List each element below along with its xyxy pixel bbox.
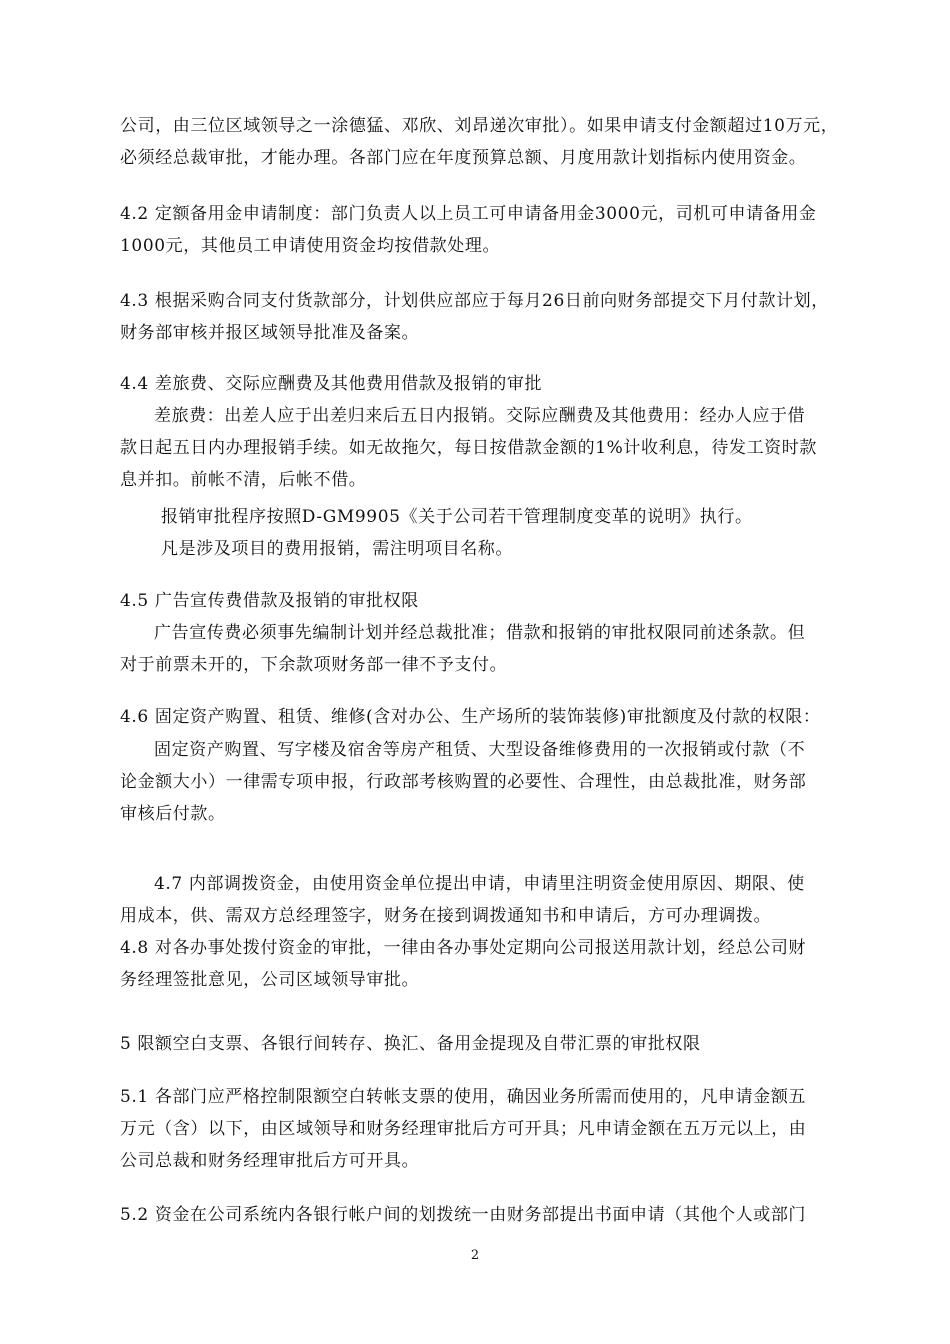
- text-line: 报销审批程序按照D-GM9905《关于公司若干管理制度变革的说明》执行。: [161, 507, 753, 527]
- text-line: 广告宣传费必须事先编制计划并经总裁批准；借款和报销的审批权限同前述条款。但: [154, 623, 806, 643]
- text-line: 审核后付款。: [120, 804, 226, 824]
- text-line: 差旅费：出差人应于出差归来后五日内报销。交际应酬费及其他费用：经办人应于借: [154, 406, 806, 426]
- text-line: 用成本，供、需双方总经理签字，财务在接到调拨通知书和申请后，方可办理调拨。: [120, 906, 772, 926]
- text-line: 款日起五日内办理报销手续。如无故拖欠，每日按借款金额的1%计收利息，待发工资时款: [120, 438, 817, 458]
- text-line: 息并扣。前帐不清，后帐不借。: [120, 470, 367, 490]
- text-line: 5.1 各部门应严格控制限额空白转帐支票的使用，确因业务所需而使用的，凡申请金额五: [120, 1087, 807, 1107]
- section-heading: 4.4 差旅费、交际应酬费及其他费用借款及报销的审批: [120, 374, 543, 394]
- text-line: 公司总裁和财务经理审批后方可开具。: [120, 1151, 420, 1171]
- text-line: 务经理签批意见，公司区域领导审批。: [120, 970, 420, 990]
- text-line: 4.3 根据采购合同支付货款部分，计划供应部应于每月26日前向财务部提交下月付款计划，: [120, 291, 829, 311]
- text-line: 5.2 资金在公司系统内各银行帐户间的划拨统一由财务部提出书面申请（其他个人或部门: [120, 1205, 807, 1225]
- section-heading: 5 限额空白支票、各银行间转存、换汇、备用金提现及自带汇票的审批权限: [120, 1034, 701, 1054]
- text-line: 论金额大小）一律需专项申报，行政部考核购置的必要性、合理性，由总裁批准，财务部: [120, 772, 807, 792]
- text-line: 凡是涉及项目的费用报销，需注明项目名称。: [161, 539, 513, 559]
- text-line: 固定资产购置、写字楼及宿舍等房产租赁、大型设备维修费用的一次报销或付款（不: [154, 740, 806, 760]
- text-line: 4.2 定额备用金申请制度：部门负责人以上员工可申请备用金3000元，司机可申请备用金: [120, 204, 817, 224]
- text-line: 必须经总裁审批，才能办理。各部门应在年度预算总额、月度用款计划指标内使用资金。: [120, 148, 807, 168]
- text-line: 财务部审核并报区域领导批准及备案。: [120, 323, 420, 343]
- text-line: 4.8 对各办事处拨付资金的审批，一律由各办事处定期向公司报送用款计划，经总公司财: [120, 938, 807, 958]
- text-line: 4.7 内部调拨资金，由使用资金单位提出申请，申请里注明资金使用原因、期限、使: [154, 874, 805, 894]
- text-line: 公司，由三位区域领导之一涂德猛、邓欣、刘昂递次审批）。如果申请支付金额超过10万元，: [120, 116, 839, 136]
- section-heading: 4.6 固定资产购置、租赁、维修(含对办公、生产场所的装饰装修)审批额度及付款的权限：: [120, 707, 821, 727]
- text-line: 对于前票未开的，下余款项财务部一律不予支付。: [120, 655, 508, 675]
- page-number: 2: [470, 1248, 480, 1263]
- text-line: 万元（含）以下，由区域领导和财务经理审批后方可开具；凡申请金额在五万元以上，由: [120, 1119, 807, 1139]
- text-line: 1000元，其他员工申请使用资金均按借款处理。: [120, 236, 501, 256]
- section-heading: 4.5 广告宣传费借款及报销的审批权限: [120, 591, 419, 611]
